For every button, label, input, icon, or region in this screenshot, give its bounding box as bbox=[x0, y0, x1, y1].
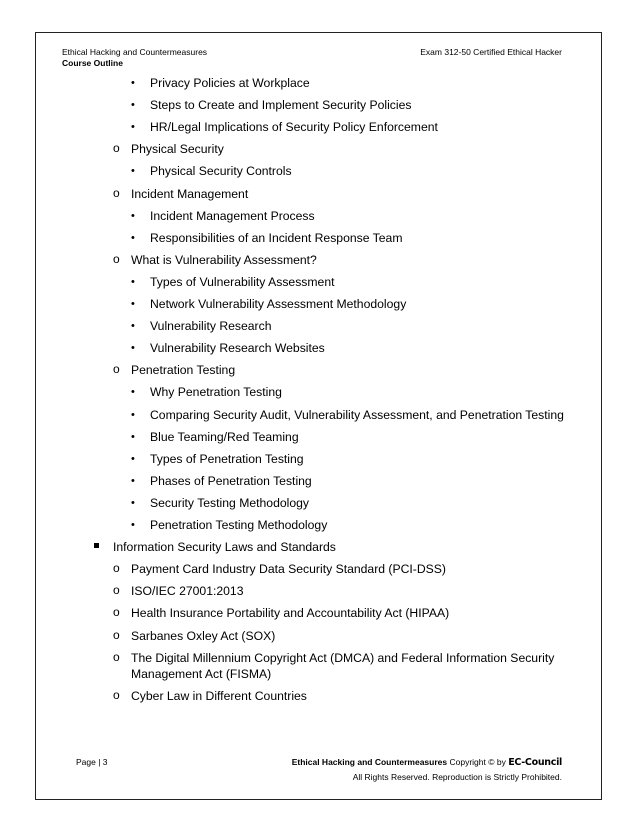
outline-item-text-continued: Management Act (FISMA) bbox=[131, 666, 272, 681]
dot-bullet-icon: • bbox=[131, 519, 135, 531]
circle-bullet-icon: o bbox=[113, 141, 120, 156]
dot-bullet-icon: • bbox=[131, 165, 135, 178]
dot-bullet-icon: • bbox=[131, 209, 135, 222]
outline-item-text: Responsibilities of an Incident Response Team bbox=[150, 230, 403, 245]
outline-item-text: Blue Teaming/Red Teaming bbox=[150, 429, 299, 444]
circle-bullet-icon: o bbox=[113, 583, 120, 598]
dot-bullet-icon: • bbox=[131, 99, 135, 112]
circle-bullet-icon: o bbox=[113, 627, 120, 642]
dot-bullet-icon: • bbox=[131, 77, 135, 89]
header-exam: Exam 312-50 Certified Ethical Hacker bbox=[420, 47, 562, 57]
outline-item-text: Types of Penetration Testing bbox=[150, 451, 304, 466]
outline-item-text: Physical Security Controls bbox=[150, 164, 292, 179]
dot-bullet-icon: • bbox=[131, 474, 135, 487]
circle-bullet-icon: o bbox=[113, 362, 120, 377]
outline-item-text: Security Testing Methodology bbox=[150, 495, 309, 510]
outline-item-text: Vulnerability Research bbox=[150, 319, 272, 334]
outline-item-text: Incident Management bbox=[131, 186, 249, 201]
outline-item-text: Penetration Testing bbox=[131, 363, 236, 378]
outline-item-text: Comparing Security Audit, Vulnerability Assessment, and Penetration Testing bbox=[150, 407, 564, 422]
outline-item-text: Vulnerability Research Websites bbox=[150, 341, 325, 356]
footer-rights: All Rights Reserved. Reproduction is Strictly Prohibited. bbox=[352, 772, 562, 782]
outline-item-text: Physical Security bbox=[131, 142, 224, 157]
outline-item-text: Health Insurance Portability and Accountability Act (HIPAA) bbox=[131, 606, 450, 621]
running-header bbox=[62, 47, 207, 69]
outline-item-text: What is Vulnerability Assessment? bbox=[131, 252, 317, 267]
page-number: Page | 3 bbox=[76, 757, 108, 767]
dot-bullet-icon: • bbox=[131, 121, 135, 134]
circle-bullet-icon: o bbox=[113, 185, 120, 200]
outline-item-text: Phases of Penetration Testing bbox=[150, 473, 312, 488]
dot-bullet-icon: • bbox=[131, 430, 135, 443]
dot-bullet-icon: • bbox=[131, 320, 135, 333]
outline-item-text: Penetration Testing Methodology bbox=[150, 518, 328, 532]
outline-item-text: Types of Vulnerability Assessment bbox=[150, 274, 335, 289]
dot-bullet-icon: • bbox=[131, 386, 135, 399]
outline-item-text: Privacy Policies at Workplace bbox=[150, 76, 310, 90]
outline-item-text: Why Penetration Testing bbox=[150, 385, 282, 400]
dot-bullet-icon: • bbox=[131, 408, 135, 421]
outline-item-text: Incident Management Process bbox=[150, 208, 315, 223]
footer-copyright-text: Copyright © by bbox=[447, 757, 509, 767]
outline-item-text: Steps to Create and Implement Security Policies bbox=[150, 98, 412, 113]
circle-bullet-icon: o bbox=[113, 687, 120, 702]
circle-bullet-icon: o bbox=[113, 605, 120, 620]
dot-bullet-icon: • bbox=[131, 496, 135, 509]
outline-item-text: Information Security Laws and Standards bbox=[113, 540, 336, 555]
dot-bullet-icon: • bbox=[131, 452, 135, 465]
ec-council-logo: EC-Council bbox=[508, 757, 562, 768]
dot-bullet-icon: • bbox=[131, 342, 135, 355]
dot-bullet-icon: • bbox=[131, 231, 135, 244]
outline-item-text: Network Vulnerability Assessment Methodology bbox=[150, 297, 407, 311]
square-bullet-icon bbox=[94, 543, 99, 548]
outline-item-text: Payment Card Industry Data Security Standard (PCI-DSS) bbox=[131, 562, 446, 577]
dot-bullet-icon: • bbox=[131, 298, 135, 310]
outline-item-text: The Digital Millennium Copyright Act (DMCA) and Federal Information Security bbox=[131, 650, 555, 665]
circle-bullet-icon: o bbox=[113, 561, 120, 576]
outline-item-text: Sarbanes Oxley Act (SOX) bbox=[131, 628, 276, 643]
circle-bullet-icon: o bbox=[113, 649, 120, 664]
dot-bullet-icon: • bbox=[131, 275, 135, 288]
footer-title: Ethical Hacking and Countermeasures bbox=[291, 757, 448, 767]
header-doc-title: Ethical Hacking and Countermeasures bbox=[62, 47, 208, 57]
outline-item-text: Cyber Law in Different Countries bbox=[131, 688, 307, 703]
outline-item-text: HR/Legal Implications of Security Policy Enforcement bbox=[150, 120, 438, 135]
footer-copyright bbox=[292, 755, 562, 784]
outline-item-text: ISO/IEC 27001:2013 bbox=[131, 584, 244, 599]
circle-bullet-icon: o bbox=[113, 251, 120, 266]
header-section: Course Outline bbox=[62, 58, 123, 68]
